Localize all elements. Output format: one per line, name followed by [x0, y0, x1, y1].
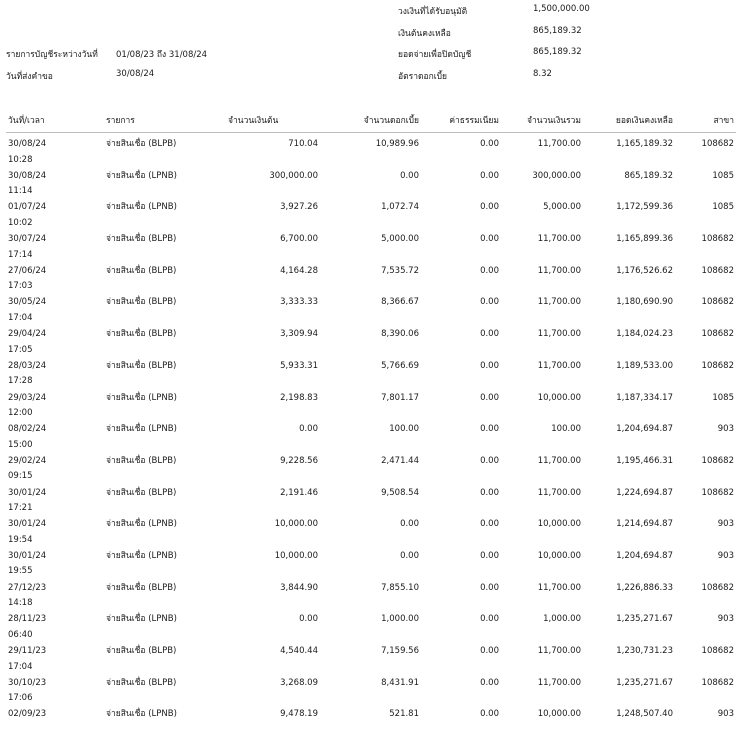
row-time: 17:03 [8, 279, 102, 295]
row-description: จ่ายสินเชื่อ (BLPB) [104, 133, 214, 169]
row-description: จ่ายสินเชื่อ (LPNB) [104, 517, 214, 549]
table-row [6, 169, 736, 201]
row-interest: 7,159.56 [320, 644, 421, 676]
row-interest: 8,431.91 [320, 676, 421, 708]
row-balance: 865,189.32 [583, 169, 675, 201]
row-date: 29/04/24 [8, 327, 102, 343]
table-header-row [6, 108, 736, 133]
col-header-fee: ค่าธรรมเนียม [421, 108, 501, 133]
row-balance: 1,184,024.23 [583, 327, 675, 359]
row-principal: 10,000.00 [214, 549, 320, 581]
row-branch: 108682 [675, 454, 736, 486]
request-date-value: 30/08/24 [116, 69, 154, 79]
row-interest: 521.81 [320, 707, 421, 739]
table-body [6, 133, 736, 739]
row-total: 5,000.00 [501, 200, 583, 232]
row-date: 30/08/24 [8, 169, 102, 185]
row-fee: 0.00 [421, 232, 501, 264]
row-time: 19:55 [8, 564, 102, 580]
approved-limit-value: 1,500,000.00 [533, 4, 590, 14]
row-datetime [6, 169, 104, 201]
row-total: 11,700.00 [501, 581, 583, 613]
row-fee: 0.00 [421, 454, 501, 486]
row-total: 10,000.00 [501, 391, 583, 423]
row-fee: 0.00 [421, 295, 501, 327]
table-row [6, 295, 736, 327]
row-date: 30/01/24 [8, 549, 102, 565]
row-fee: 0.00 [421, 169, 501, 201]
row-branch: 108682 [675, 133, 736, 169]
row-date: 01/07/24 [8, 200, 102, 216]
row-branch: 1085 [675, 169, 736, 201]
row-date: 28/11/23 [8, 612, 102, 628]
table-row [6, 359, 736, 391]
row-datetime [6, 486, 104, 518]
row-interest: 1,072.74 [320, 200, 421, 232]
row-description: จ่ายสินเชื่อ (LPNB) [104, 169, 214, 201]
row-description: จ่ายสินเชื่อ (LPNB) [104, 200, 214, 232]
row-principal: 0.00 [214, 612, 320, 644]
row-datetime [6, 644, 104, 676]
row-fee: 0.00 [421, 581, 501, 613]
approved-limit-label: วงเงินที่ได้รับอนุมัติ [398, 4, 467, 18]
row-datetime [6, 612, 104, 644]
col-header-datetime: วันที่/เวลา [6, 108, 104, 133]
row-datetime [6, 232, 104, 264]
row-fee: 0.00 [421, 327, 501, 359]
row-interest: 8,366.67 [320, 295, 421, 327]
row-branch: 1085 [675, 200, 736, 232]
row-datetime [6, 549, 104, 581]
row-interest: 7,801.17 [320, 391, 421, 423]
row-principal: 5,933.31 [214, 359, 320, 391]
row-branch: 108682 [675, 232, 736, 264]
col-header-interest: จำนวนดอกเบี้ย [320, 108, 421, 133]
row-description: จ่ายสินเชื่อ (BLPB) [104, 486, 214, 518]
row-fee: 0.00 [421, 264, 501, 296]
row-date: 29/03/24 [8, 391, 102, 407]
row-description: จ่ายสินเชื่อ (BLPB) [104, 581, 214, 613]
row-interest: 1,000.00 [320, 612, 421, 644]
row-date: 30/07/24 [8, 232, 102, 248]
row-balance: 1,187,334.17 [583, 391, 675, 423]
row-branch: 108682 [675, 581, 736, 613]
row-balance: 1,235,271.67 [583, 612, 675, 644]
row-total: 10,000.00 [501, 549, 583, 581]
row-total: 1,000.00 [501, 612, 583, 644]
table-row [6, 327, 736, 359]
row-date: 27/12/23 [8, 581, 102, 597]
row-date: 30/08/24 [8, 137, 102, 153]
row-principal: 3,844.90 [214, 581, 320, 613]
row-fee: 0.00 [421, 359, 501, 391]
principal-balance-value: 865,189.32 [533, 26, 582, 36]
row-principal: 9,478.19 [214, 707, 320, 739]
row-total: 11,700.00 [501, 486, 583, 518]
row-branch: 903 [675, 707, 736, 739]
row-principal: 10,000.00 [214, 517, 320, 549]
row-total: 11,700.00 [501, 264, 583, 296]
row-time: 17:14 [8, 248, 102, 264]
row-principal: 3,268.09 [214, 676, 320, 708]
row-description: จ่ายสินเชื่อ (BLPB) [104, 327, 214, 359]
row-branch: 108682 [675, 644, 736, 676]
row-balance: 1,195,466.31 [583, 454, 675, 486]
row-total: 11,700.00 [501, 133, 583, 169]
row-date: 30/05/24 [8, 295, 102, 311]
row-datetime [6, 327, 104, 359]
row-balance: 1,172,599.36 [583, 200, 675, 232]
row-total: 10,000.00 [501, 707, 583, 739]
row-balance: 1,176,526.62 [583, 264, 675, 296]
row-principal: 300,000.00 [214, 169, 320, 201]
row-fee: 0.00 [421, 676, 501, 708]
row-time: 17:04 [8, 660, 102, 676]
row-balance: 1,165,189.32 [583, 133, 675, 169]
row-interest: 2,471.44 [320, 454, 421, 486]
statement-period-value: 01/08/23 ถึง 31/08/24 [116, 47, 207, 61]
statement-period-label: รายการบัญชีระหว่างวันที่ [6, 47, 98, 61]
row-description: จ่ายสินเชื่อ (LPNB) [104, 549, 214, 581]
row-fee: 0.00 [421, 549, 501, 581]
row-date: 30/01/24 [8, 486, 102, 502]
row-principal: 4,164.28 [214, 264, 320, 296]
row-interest: 100.00 [320, 422, 421, 454]
row-description: จ่ายสินเชื่อ (BLPB) [104, 359, 214, 391]
row-balance: 1,226,886.33 [583, 581, 675, 613]
row-time: 10:02 [8, 216, 102, 232]
col-header-total: จำนวนเงินรวม [501, 108, 583, 133]
row-datetime [6, 422, 104, 454]
row-time: 06:40 [8, 628, 102, 644]
col-header-description: รายการ [104, 108, 214, 133]
row-time: 15:00 [8, 438, 102, 454]
col-header-balance: ยอดเงินคงเหลือ [583, 108, 675, 133]
row-total: 11,700.00 [501, 295, 583, 327]
row-datetime [6, 581, 104, 613]
row-fee: 0.00 [421, 612, 501, 644]
row-fee: 0.00 [421, 391, 501, 423]
row-balance: 1,204,694.87 [583, 422, 675, 454]
row-interest: 10,989.96 [320, 133, 421, 169]
interest-rate-label: อัตราดอกเบี้ย [398, 69, 447, 83]
row-time: 17:21 [8, 501, 102, 517]
row-branch: 108682 [675, 486, 736, 518]
row-balance: 1,214,694.87 [583, 517, 675, 549]
row-total: 11,700.00 [501, 454, 583, 486]
row-principal: 2,191.46 [214, 486, 320, 518]
row-date: 29/11/23 [8, 644, 102, 660]
table-row [6, 676, 736, 708]
row-description: จ่ายสินเชื่อ (BLPB) [104, 295, 214, 327]
row-date: 30/10/23 [8, 676, 102, 692]
payoff-amount-label: ยอดจ่ายเพื่อปิดบัญชี [398, 47, 471, 61]
row-interest: 9,508.54 [320, 486, 421, 518]
row-time: 10:28 [8, 153, 102, 169]
row-balance: 1,248,507.40 [583, 707, 675, 739]
table-row [6, 486, 736, 518]
table-row [6, 264, 736, 296]
row-interest: 0.00 [320, 549, 421, 581]
row-branch: 108682 [675, 264, 736, 296]
row-total: 10,000.00 [501, 517, 583, 549]
principal-balance-label: เงินต้นคงเหลือ [398, 26, 451, 40]
row-interest: 7,855.10 [320, 581, 421, 613]
payoff-amount-value: 865,189.32 [533, 47, 582, 57]
transactions-table [6, 108, 736, 739]
row-description: จ่ายสินเชื่อ (BLPB) [104, 644, 214, 676]
table-row [6, 454, 736, 486]
table-row [6, 581, 736, 613]
request-date-label: วันที่ส่งคำขอ [6, 69, 53, 83]
row-principal: 2,198.83 [214, 391, 320, 423]
row-date: 29/02/24 [8, 454, 102, 470]
col-header-principal: จำนวนเงินต้น [214, 108, 320, 133]
row-fee: 0.00 [421, 517, 501, 549]
row-branch: 1085 [675, 391, 736, 423]
row-total: 100.00 [501, 422, 583, 454]
row-time: 14:18 [8, 596, 102, 612]
row-principal: 3,333.33 [214, 295, 320, 327]
row-description: จ่ายสินเชื่อ (LPNB) [104, 612, 214, 644]
row-time: 09:15 [8, 469, 102, 485]
row-total: 300,000.00 [501, 169, 583, 201]
row-description: จ่ายสินเชื่อ (LPNB) [104, 422, 214, 454]
row-branch: 903 [675, 549, 736, 581]
row-interest: 7,535.72 [320, 264, 421, 296]
row-balance: 1,189,533.00 [583, 359, 675, 391]
row-total: 11,700.00 [501, 327, 583, 359]
row-branch: 108682 [675, 295, 736, 327]
row-interest: 0.00 [320, 169, 421, 201]
row-branch: 108682 [675, 676, 736, 708]
row-fee: 0.00 [421, 200, 501, 232]
table-row [6, 422, 736, 454]
row-description: จ่ายสินเชื่อ (BLPB) [104, 264, 214, 296]
row-fee: 0.00 [421, 422, 501, 454]
row-date: 27/06/24 [8, 264, 102, 280]
row-time: 17:04 [8, 311, 102, 327]
row-fee: 0.00 [421, 486, 501, 518]
row-datetime [6, 295, 104, 327]
row-datetime [6, 359, 104, 391]
row-interest: 0.00 [320, 517, 421, 549]
row-branch: 903 [675, 422, 736, 454]
row-interest: 5,000.00 [320, 232, 421, 264]
table-row [6, 707, 736, 739]
row-date: 30/01/24 [8, 517, 102, 533]
row-description: จ่ายสินเชื่อ (LPNB) [104, 707, 214, 739]
row-balance: 1,224,694.87 [583, 486, 675, 518]
row-interest: 8,390.06 [320, 327, 421, 359]
row-datetime [6, 200, 104, 232]
row-datetime [6, 676, 104, 708]
row-branch: 903 [675, 612, 736, 644]
row-datetime [6, 133, 104, 169]
row-branch: 108682 [675, 359, 736, 391]
row-principal: 0.00 [214, 422, 320, 454]
table-row [6, 133, 736, 169]
row-balance: 1,235,271.67 [583, 676, 675, 708]
row-datetime [6, 264, 104, 296]
row-principal: 710.04 [214, 133, 320, 169]
row-time: 19:54 [8, 533, 102, 549]
table-row [6, 391, 736, 423]
row-date: 02/09/23 [8, 707, 102, 723]
row-principal: 3,309.94 [214, 327, 320, 359]
row-total: 11,700.00 [501, 232, 583, 264]
row-description: จ่ายสินเชื่อ (BLPB) [104, 676, 214, 708]
row-principal: 4,540.44 [214, 644, 320, 676]
table-row [6, 644, 736, 676]
row-time: 17:28 [8, 374, 102, 390]
row-date: 08/02/24 [8, 422, 102, 438]
row-time: 12:00 [8, 406, 102, 422]
row-fee: 0.00 [421, 644, 501, 676]
row-total: 11,700.00 [501, 676, 583, 708]
row-description: จ่ายสินเชื่อ (LPNB) [104, 391, 214, 423]
table-row [6, 612, 736, 644]
row-branch: 903 [675, 517, 736, 549]
row-fee: 0.00 [421, 133, 501, 169]
row-principal: 6,700.00 [214, 232, 320, 264]
row-datetime [6, 391, 104, 423]
row-description: จ่ายสินเชื่อ (BLPB) [104, 454, 214, 486]
row-principal: 9,228.56 [214, 454, 320, 486]
row-balance: 1,180,690.90 [583, 295, 675, 327]
row-balance: 1,204,694.87 [583, 549, 675, 581]
table-row [6, 517, 736, 549]
table-row [6, 232, 736, 264]
row-balance: 1,165,899.36 [583, 232, 675, 264]
row-balance: 1,230,731.23 [583, 644, 675, 676]
row-total: 11,700.00 [501, 359, 583, 391]
row-fee: 0.00 [421, 707, 501, 739]
row-time: 17:06 [8, 691, 102, 707]
table-row [6, 549, 736, 581]
row-branch: 108682 [675, 327, 736, 359]
row-time: 17:05 [8, 343, 102, 359]
table-row [6, 200, 736, 232]
interest-rate-value: 8.32 [533, 69, 552, 79]
row-interest: 5,766.69 [320, 359, 421, 391]
row-datetime [6, 454, 104, 486]
row-time: 11:14 [8, 184, 102, 200]
row-datetime [6, 517, 104, 549]
row-total: 11,700.00 [501, 644, 583, 676]
row-description: จ่ายสินเชื่อ (BLPB) [104, 232, 214, 264]
col-header-branch: สาขา [675, 108, 736, 133]
row-date: 28/03/24 [8, 359, 102, 375]
row-principal: 3,927.26 [214, 200, 320, 232]
row-datetime [6, 707, 104, 739]
